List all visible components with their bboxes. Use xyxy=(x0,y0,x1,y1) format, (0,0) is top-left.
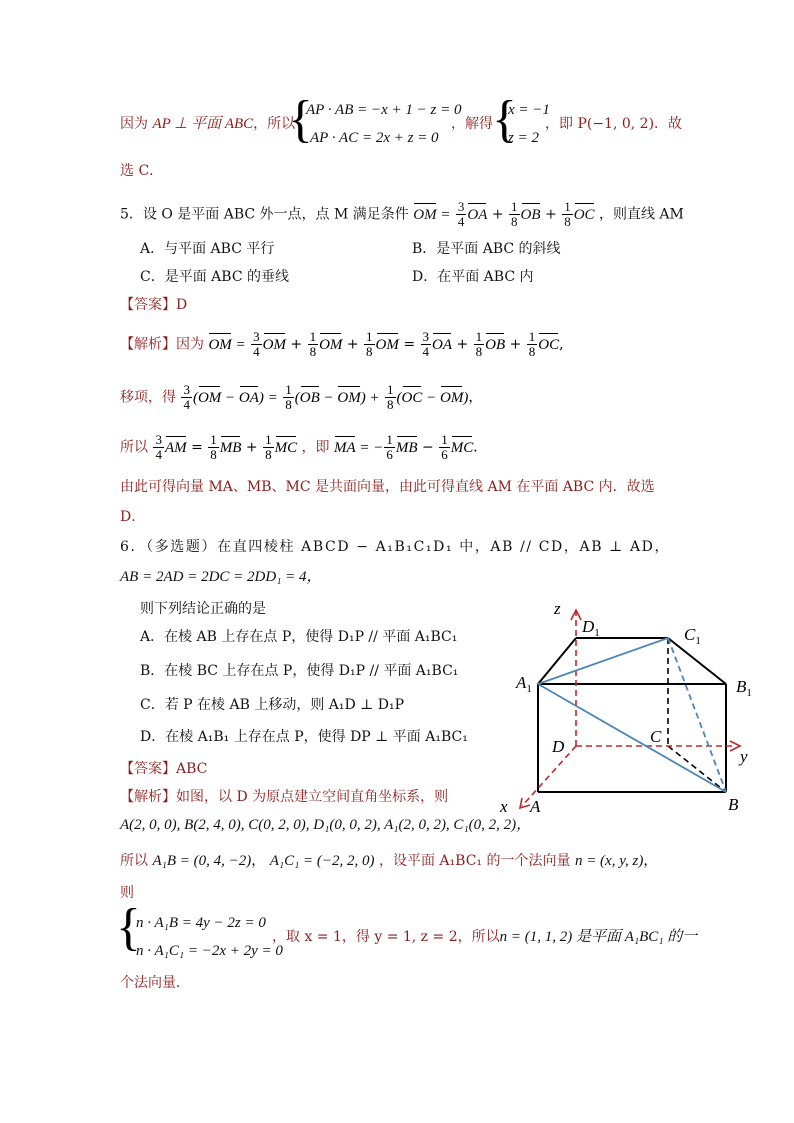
p4-point: ，即 P(−1, 0, 2)．故 xyxy=(545,116,683,132)
q6-take: ，取 x = 1，得 y = 1, z = 2，所以n = (1, 1, 2) 是平面 A₁BC₁ 的一 xyxy=(272,929,698,945)
p4-end: 选 C． xyxy=(120,163,164,179)
q6-sys1: n · A₁B = 4y − 2z = 0 xyxy=(136,915,266,931)
p4-solve: ，解得 xyxy=(451,116,493,132)
edge-C-B xyxy=(668,746,726,792)
q5-option-d: D．在平面 ABC 内 xyxy=(412,269,534,285)
label-B1: $B_1$ xyxy=(736,677,752,699)
q5-option-b: B．是平面 ABC 的斜线 xyxy=(412,241,561,257)
label-x: x xyxy=(500,797,508,816)
prism-figure xyxy=(498,598,770,820)
p4-eq2: AP · AC = 2x + z = 0 xyxy=(310,130,439,146)
q6-vectors: 所以 A₁B = (0, 4, −2)， A₁C₁ = (−2, 2, 0) ，设平面 A₁BC₁ 的一个法向量 n = (x, y, z)， xyxy=(120,853,658,869)
p4-brace-right: { xyxy=(492,91,517,148)
q6-option-b: B．在棱 BC 上存在点 P，使得 D₁P // 平面 A₁BC₁ xyxy=(140,663,459,679)
q5-final: D． xyxy=(120,509,146,525)
q5-option-a: A．与平面 ABC 平行 xyxy=(140,241,275,257)
q6-option-c: C．若 P 在棱 AB 上移动，则 A₁D ⊥ D₁P xyxy=(140,697,405,713)
q5-option-c: C．是平面 ABC 的垂线 xyxy=(140,269,289,285)
q6-stem-a: 6．（多选题）在直四棱柱 ABCD − A₁B₁C₁D₁ 中，AB // CD，AB ⊥ AD， xyxy=(120,539,671,555)
p4-sol1: x = −1 xyxy=(508,102,550,118)
q6-option-d: D．在棱 A₁B₁ 上存在点 P，使得 DP ⊥ 平面 A₁BC₁ xyxy=(140,729,468,745)
label-z: z xyxy=(554,599,561,618)
q6-prompt: 则下列结论正确的是 xyxy=(140,601,266,617)
q6-option-a: A．在棱 AB 上存在点 P，使得 D₁P // 平面 A₁BC₁ xyxy=(140,629,458,645)
p4-brace-left: { xyxy=(288,91,313,148)
p4-sol2: z = 2 xyxy=(508,130,539,146)
line-A1-B xyxy=(538,684,726,792)
q5-analysis-line2: 移项，得 $\frac{3}{4}$ (OM − OA) = $\frac{1}{8}$ (OB − OM) + $\frac{1}{8}$ (OC − OM)， xyxy=(120,382,483,412)
label-A: A xyxy=(530,797,541,816)
q6-stem-b: AB = 2AD = 2DC = 2DD₁ = 4， xyxy=(120,569,322,585)
q6-answer: 【答案】ABC xyxy=(120,761,208,777)
q5-conclusion: 由此可得向量 MA、MB、MC 是共面向量，由此可得直线 AM 在平面 ABC 内．故选 xyxy=(120,479,655,495)
p4-lead: 因为 AP ⊥ 平面 ABC，所以 xyxy=(120,116,296,132)
q5-analysis-line1: 【解析】因为 OM = $\frac{3}{4}$ OM + $\frac{1}{8}$ OM + $\frac{1}{8}$ OM = $\frac{3}{4}$ OA + $\frac{1}{8}$ OB + $\frac{1}{8}$ OC, xyxy=(120,329,564,359)
q6-sys2: n · A₁C₁ = −2x + 2y = 0 xyxy=(136,943,283,959)
label-B: B xyxy=(728,795,739,814)
q6-brace: { xyxy=(116,899,141,956)
label-A1: $A_1$ xyxy=(516,673,532,695)
q5-answer: 【答案】D xyxy=(120,297,188,313)
q6-then: 则 xyxy=(120,885,134,901)
p4-eq1: AP · AB = −x + 1 − z = 0 xyxy=(306,102,462,118)
label-C: C xyxy=(650,727,662,746)
q6-coords: A(2, 0, 0), B(2, 4, 0), C(0, 2, 0), D₁(0, 0, 2), A₁(2, 0, 2), C₁(0, 2, 2)， xyxy=(120,817,532,833)
label-y: y xyxy=(740,747,748,766)
label-C1: $C_1$ xyxy=(684,625,701,647)
q6-analysis: 【解析】如图，以 D 为原点建立空间直角坐标系，则 xyxy=(120,789,449,805)
label-D1: $D_1$ xyxy=(582,617,600,639)
q5-stem: 5．设 O 是平面 ABC 外一点，点 M 满足条件 OM = $\frac{3}{4}$ OA + $\frac{1}{8}$ OB + $\frac{1}{8}$ OC ，则直线 AM xyxy=(120,199,684,229)
q5-analysis-line3: 所以 $\frac{3}{4}$ AM = $\frac{1}{8}$ MB + $\frac{1}{8}$ MC ，即 MA = − $\frac{1}{6}$ MB − $\frac{1}{6}$ MC． xyxy=(120,432,488,462)
q6-tail: 个法向量． xyxy=(120,975,190,991)
label-D: D xyxy=(552,737,565,756)
